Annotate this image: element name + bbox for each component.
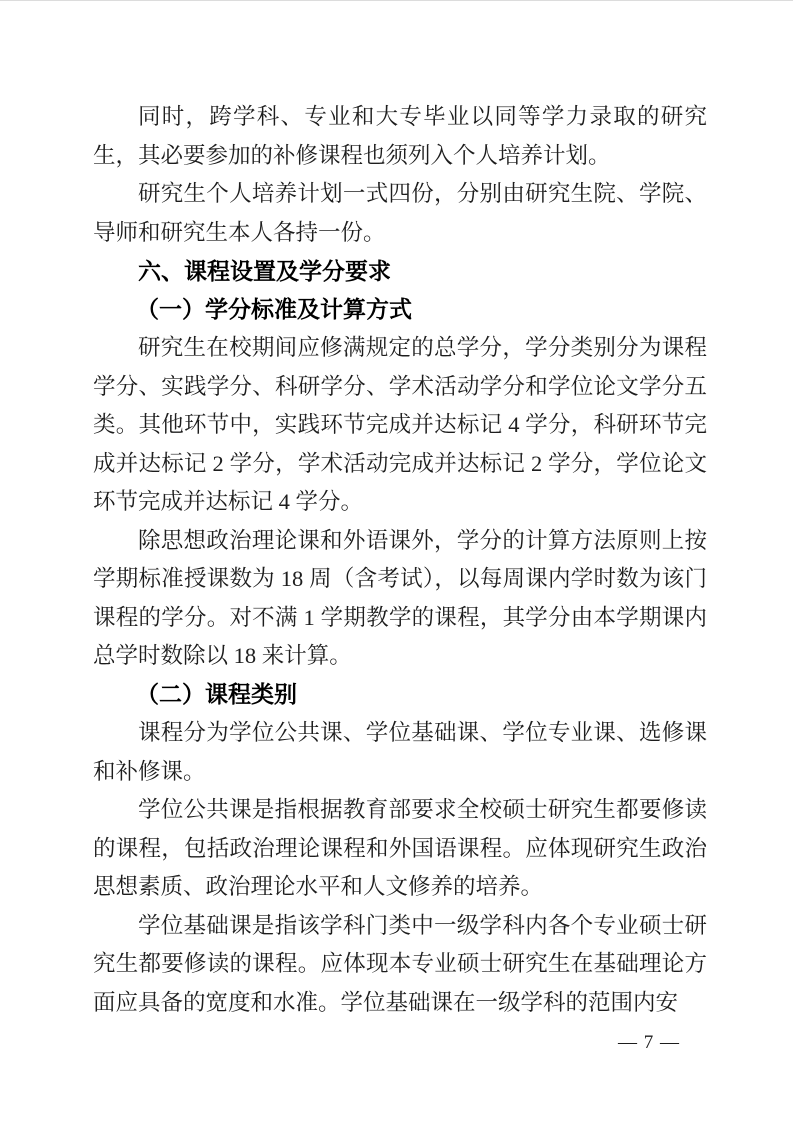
subsection-heading: （二）课程类别 bbox=[136, 681, 297, 707]
paragraph: 除思想政治理论课和外语课外，学分的计算方法原则上按学期标准授课数为 18 周（含考试），以每周课内学时数为该门课程的学分。对不满 1 学期教学的课程，其学分由本学期课内总学时数除以 18 来计算。 bbox=[93, 527, 707, 668]
paragraph: 学位基础课是指该学科门类中一级学科内各个专业硕士研究生都要修读的课程。应体现本专业硕士研究生在基础理论方面应具备的宽度和水准。学位基础课在一级学科的范围内安 bbox=[93, 912, 707, 1015]
paragraph: 同时，跨学科、专业和大专毕业以同等学力录取的研究生，其必要参加的补修课程也须列入个人培养计划。 bbox=[93, 104, 707, 168]
page-number: — 7 — bbox=[618, 1032, 680, 1053]
section-heading: 六、课程设置及学分要求 bbox=[138, 258, 391, 284]
paragraph: 学位公共课是指根据教育部要求全校硕士研究生都要修读的课程，包括政治理论课程和外国语课程。应体现研究生政治思想素质、政治理论水平和人文修养的培养。 bbox=[93, 797, 707, 899]
paragraph: 研究生在校期间应修满规定的总学分，学分类别分为课程学分、实践学分、科研学分、学术活动学分和学位论文学分五类。其他环节中，实践环节完成并达标记 4 学分，科研环节完成并达标记 2 学分，学术活动完成并达标记 2 学分，学位论文环节完成并达标记 4 学分。 bbox=[93, 335, 707, 514]
paragraph: 研究生个人培养计划一式四份，分别由研究生院、学院、导师和研究生本人各持一份。 bbox=[93, 181, 707, 245]
subsection-heading: （一）学分标准及计算方式 bbox=[136, 296, 412, 322]
paragraph: 课程分为学位公共课、学位基础课、学位专业课、选修课和补修课。 bbox=[93, 720, 707, 784]
document-body bbox=[93, 98, 707, 1022]
